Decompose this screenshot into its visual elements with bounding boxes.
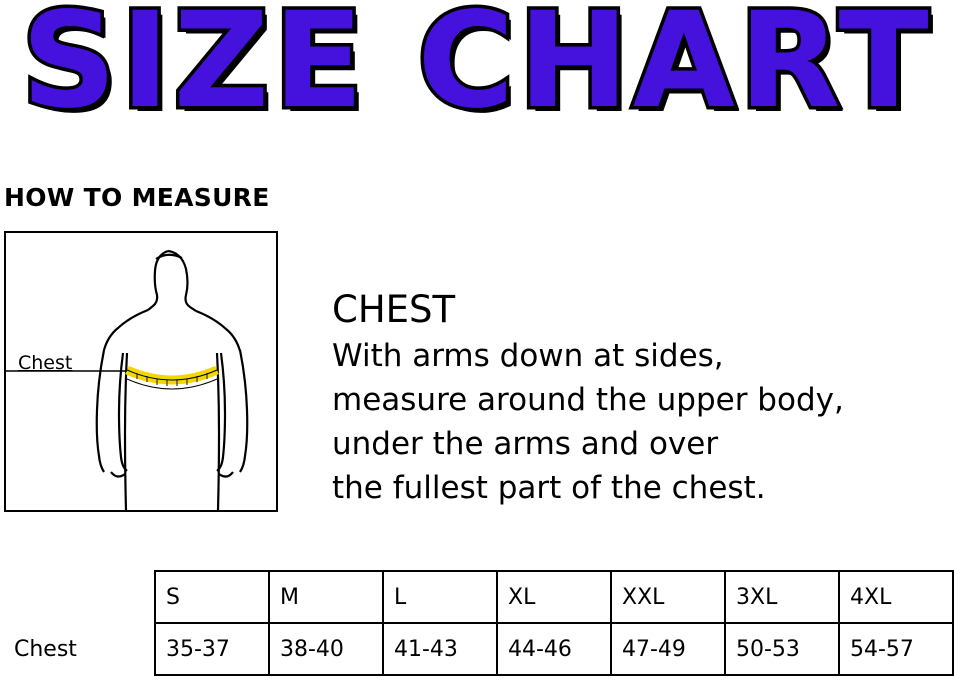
table-corner-cell	[0, 571, 155, 623]
description-line-4: the fullest part of the chest.	[332, 470, 766, 506]
column-header-xxl: XXL	[611, 571, 725, 623]
description-block	[332, 288, 947, 510]
column-header-s: S	[155, 571, 269, 623]
column-header-l: L	[383, 571, 497, 623]
table-header-row	[0, 571, 953, 623]
column-header-4xl: 4XL	[839, 571, 953, 623]
page-title-text: SIZE CHART	[21, 0, 933, 138]
row-header-chest: Chest	[0, 623, 155, 675]
chest-value-xxl: 47-49	[611, 623, 725, 675]
column-header-m: M	[269, 571, 383, 623]
how-to-measure-heading: HOW TO MEASURE	[4, 183, 270, 212]
chest-value-s: 35-37	[155, 623, 269, 675]
column-header-3xl: 3XL	[725, 571, 839, 623]
chest-measure-label: Chest	[18, 352, 73, 374]
description-heading: CHEST	[332, 288, 456, 331]
size-table	[0, 570, 954, 676]
description-line-3: under the arms and over	[332, 426, 719, 462]
chest-value-4xl: 54-57	[839, 623, 953, 675]
chest-value-3xl: 50-53	[725, 623, 839, 675]
size-table-wrap	[0, 570, 954, 676]
column-header-xl: XL	[497, 571, 611, 623]
table-row	[0, 623, 953, 675]
chest-value-l: 41-43	[383, 623, 497, 675]
description-line-2: measure around the upper body,	[332, 382, 844, 418]
description-line-1: With arms down at sides,	[332, 338, 724, 374]
page-title	[0, 0, 954, 136]
chest-value-m: 38-40	[269, 623, 383, 675]
chest-value-xl: 44-46	[497, 623, 611, 675]
